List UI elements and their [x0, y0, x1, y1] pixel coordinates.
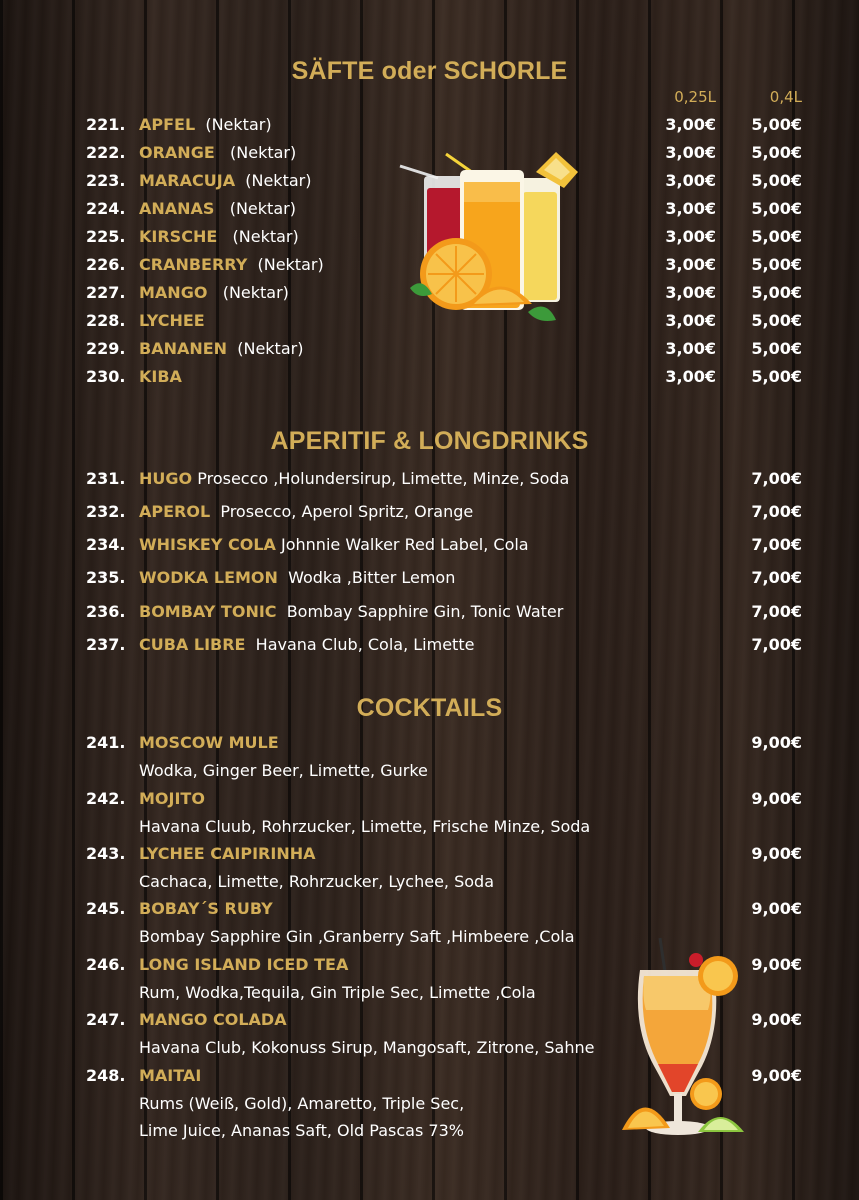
item-number: 236. [86, 602, 126, 621]
menu-item [0, 635, 859, 663]
item-description: (Nektar) [237, 339, 304, 358]
item-price: 7,00€ [751, 535, 802, 554]
item-price: 7,00€ [751, 602, 802, 621]
item-number: 234. [86, 535, 126, 554]
item-price: 9,00€ [751, 733, 802, 752]
item-name: MOSCOW MULE [139, 733, 279, 752]
item-description: Rum, Wodka,Tequila, Gin Triple Sec, Limette ,Cola [139, 983, 536, 1002]
menu-item [0, 733, 859, 761]
item-price: 9,00€ [751, 955, 802, 974]
item-number: 228. [86, 311, 126, 330]
price-large: 5,00€ [751, 339, 802, 358]
item-price: 9,00€ [751, 1010, 802, 1029]
item-name: LYCHEE [139, 311, 205, 330]
item-name: HUGO [139, 469, 193, 488]
price-small: 3,00€ [665, 255, 716, 274]
price-large: 5,00€ [751, 115, 802, 134]
item-description: Havana Club, Cola, Limette [255, 635, 475, 654]
item-number: 242. [86, 789, 126, 808]
price-small: 3,00€ [665, 311, 716, 330]
section-title-juices: SÄFTE oder SCHORLE [291, 57, 568, 85]
item-name: KIBA [139, 367, 182, 386]
item-name: APEROL [139, 502, 211, 521]
item-number: 232. [86, 502, 126, 521]
item-name: LONG ISLAND ICED TEA [139, 955, 349, 974]
item-number: 247. [86, 1010, 126, 1029]
item-number: 224. [86, 199, 126, 218]
item-name: WODKA LEMON [139, 568, 278, 587]
item-description: (Nektar) [257, 255, 324, 274]
price-large: 5,00€ [751, 255, 802, 274]
item-price: 9,00€ [751, 844, 802, 863]
price-small: 3,00€ [665, 339, 716, 358]
item-name: MAITAI [139, 1066, 202, 1085]
price-small: 3,00€ [665, 227, 716, 246]
menu-item [0, 602, 859, 630]
price-small: 3,00€ [665, 143, 716, 162]
item-price: 7,00€ [751, 635, 802, 654]
item-description: (Nektar) [230, 143, 297, 162]
juice-glasses-icon [396, 148, 586, 334]
price-large: 5,00€ [751, 227, 802, 246]
item-description: Prosecco ,Holundersirup, Limette, Minze, Soda [197, 469, 570, 488]
item-description: Cachaca, Limette, Rohrzucker, Lychee, Soda [139, 872, 494, 891]
menu-item [0, 339, 859, 367]
menu-item [0, 844, 859, 872]
price-small: 3,00€ [665, 199, 716, 218]
volume-header-large: 0,4L [769, 88, 802, 106]
item-number: 243. [86, 844, 126, 863]
menu-item [0, 789, 859, 817]
item-name: BOBAY´S RUBY [139, 899, 273, 918]
item-name: KIRSCHE [139, 227, 218, 246]
item-description: (Nektar) [232, 227, 299, 246]
item-description: (Nektar) [222, 283, 289, 302]
item-name: BANANEN [139, 339, 228, 358]
item-name: MANGO COLADA [139, 1010, 287, 1029]
item-number: 237. [86, 635, 126, 654]
section-title-aperitif: APERITIF & LONGDRINKS [270, 427, 589, 455]
price-large: 5,00€ [751, 367, 802, 386]
item-price: 7,00€ [751, 469, 802, 488]
item-number: 223. [86, 171, 126, 190]
item-number: 245. [86, 899, 126, 918]
item-number: 241. [86, 733, 126, 752]
menu-item [0, 535, 859, 563]
item-name: APFEL [139, 115, 196, 134]
price-small: 3,00€ [665, 171, 716, 190]
item-number: 235. [86, 568, 126, 587]
item-description: (Nektar) [245, 171, 312, 190]
item-name: LYCHEE CAIPIRINHA [139, 844, 316, 863]
item-number: 226. [86, 255, 126, 274]
item-price: 9,00€ [751, 1066, 802, 1085]
item-description: (Nektar) [229, 199, 296, 218]
item-description: Lime Juice, Ananas Saft, Old Pascas 73% [139, 1121, 464, 1140]
item-price: 9,00€ [751, 899, 802, 918]
item-name: WHISKEY COLA [139, 535, 276, 554]
section-title-cocktails: COCKTAILS [356, 694, 503, 722]
price-large: 5,00€ [751, 283, 802, 302]
item-name: BOMBAY TONIC [139, 602, 277, 621]
item-description: Havana Club, Kokonuss Sirup, Mangosaft, Zitrone, Sahne [139, 1038, 595, 1057]
item-number: 222. [86, 143, 126, 162]
item-number: 229. [86, 339, 126, 358]
item-name: ORANGE [139, 143, 215, 162]
menu-item [0, 502, 859, 530]
item-description: Bombay Sapphire Gin ,Granberry Saft ,Himbeere ,Cola [139, 927, 575, 946]
item-number: 248. [86, 1066, 126, 1085]
item-name: CRANBERRY [139, 255, 248, 274]
item-price: 9,00€ [751, 789, 802, 808]
volume-header-small: 0,25L [674, 88, 716, 106]
item-name: MANGO [139, 283, 208, 302]
price-large: 5,00€ [751, 311, 802, 330]
item-price: 7,00€ [751, 568, 802, 587]
item-number: 225. [86, 227, 126, 246]
item-number: 230. [86, 367, 126, 386]
item-description: Wodka, Ginger Beer, Limette, Gurke [139, 761, 428, 780]
menu-item [0, 469, 859, 497]
item-description: Bombay Sapphire Gin, Tonic Water [286, 602, 564, 621]
item-number: 246. [86, 955, 126, 974]
menu-item [0, 568, 859, 596]
item-description: Wodka ,Bitter Lemon [288, 568, 456, 587]
price-large: 5,00€ [751, 171, 802, 190]
item-number: 231. [86, 469, 126, 488]
cocktail-glass-icon [614, 936, 748, 1144]
item-description: Johnnie Walker Red Label, Cola [281, 535, 529, 554]
item-description: (Nektar) [205, 115, 272, 134]
price-small: 3,00€ [665, 115, 716, 134]
price-small: 3,00€ [665, 367, 716, 386]
item-name: MOJITO [139, 789, 205, 808]
item-name: CUBA LIBRE [139, 635, 246, 654]
price-small: 3,00€ [665, 283, 716, 302]
item-description: Prosecco, Aperol Spritz, Orange [220, 502, 474, 521]
price-large: 5,00€ [751, 199, 802, 218]
item-description: Rums (Weiß, Gold), Amaretto, Triple Sec, [139, 1094, 465, 1113]
item-description: Havana Cluub, Rohrzucker, Limette, Frische Minze, Soda [139, 817, 591, 836]
price-large: 5,00€ [751, 143, 802, 162]
menu-item [0, 367, 859, 395]
item-number: 227. [86, 283, 126, 302]
item-price: 7,00€ [751, 502, 802, 521]
item-name: MARACUJA [139, 171, 236, 190]
item-name: ANANAS [139, 199, 215, 218]
item-number: 221. [86, 115, 126, 134]
menu-item [0, 899, 859, 927]
menu-item [0, 115, 859, 143]
